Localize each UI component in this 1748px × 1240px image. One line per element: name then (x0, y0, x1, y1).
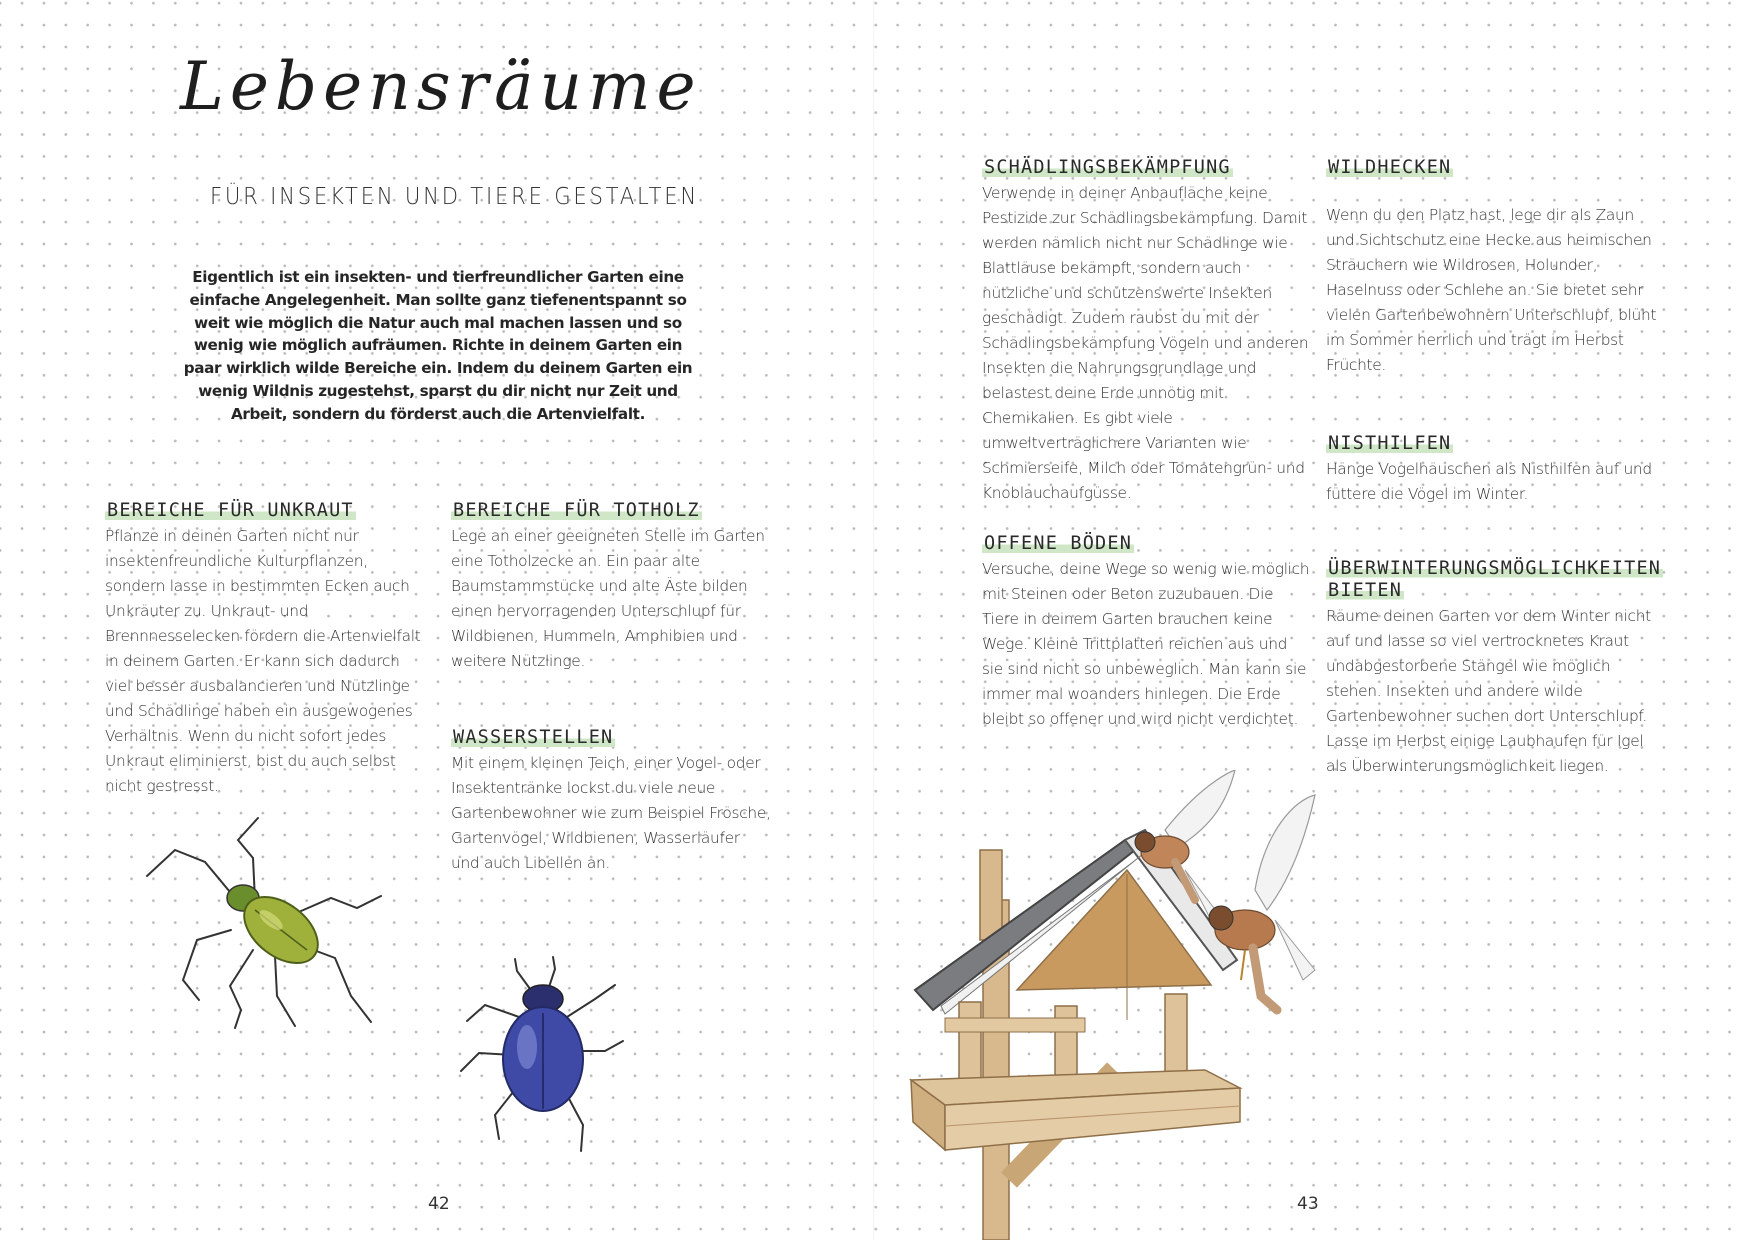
birdhouse-illustration (905, 770, 1355, 1240)
section-text: Mit einem kleinen Teich, einer Vogel- oder Insektentränke lockst du viele neue Gartenbewohner wie zum Beispiel Frösche, Gartenvögel, Wildbienen, Wasserläufer und auch Libellen an. (451, 754, 771, 872)
section-heading-line: BIETEN (1328, 580, 1403, 601)
section-heading (1326, 558, 1661, 602)
intro-paragraph: Eigentlich ist ein insekten- und tierfreundlicher Garten eine einfache Angelegenheit. Man sollte ganz tiefenentspannt so weit wie möglich die Natur auch mal machen lassen und so wenig wie möglich aufräumen. Richte in deinem Garten ein paar wirklich wilde Bereiche ein. Indem du deinem Garten ein wenig Wildnis zugestehst, sparst du dir nicht nur Zeit und Arbeit, sondern du förderst auch die Artenvielfalt. (183, 268, 693, 423)
page-subtitle: FÜR INSEKTEN UND TIERE GESTALTEN (210, 184, 699, 210)
section-offene-boeden (982, 533, 1312, 732)
section-text: Lege an einer geeigneten Stelle im Garten eine Totholzecke an. Ein paar alte Baumstammstücke und alte Äste bilden einen hervorragenden Unterschlupf für Wildbienen, Hummeln, Amphibien und weitere Nützlinge. (451, 527, 765, 670)
sparrow-lower (1209, 795, 1315, 1010)
section-unkraut (105, 500, 430, 799)
section-heading: BEREICHE FÜR TOTHOLZ (453, 500, 700, 521)
page-fold (873, 0, 875, 1240)
section-wasserstellen (451, 727, 771, 876)
section-heading: WILDHECKEN (1328, 157, 1452, 178)
page-title: Lebensräume (180, 48, 702, 125)
section-heading: NISTHILFEN (1328, 433, 1452, 454)
section-text: Verwende in deiner Anbaufläche keine Pestizide zur Schädlingsbekämpfung. Damit werden nämlich nicht nur Schädlinge wie Blattläuse bekämpft, sondern auch nützliche und schützenswerte Insekten geschädigt. Zudem raubst du mit der Schädlingsbekämpfung Vögeln und anderen Insekten die Nahrungsgrundlage und belastest deine Erde unnötig mit Chemikalien. Es gibt viele umweltverträglichere Varianten wie Schmierseife, Milch oder Tomatengrün- und Knoblauchaufgüsse. (982, 184, 1309, 502)
section-heading-line: ÜBERWINTERUNGSMÖGLICHKEITEN (1328, 558, 1662, 579)
section-text: Räume deinen Garten vor dem Winter nicht auf und lasse so viel vertrocknetes Kraut undabgestorbene Stängel wie möglich stehen. Insekten und andere wilde Gartenbewohner suchen dort Unterschlupf. Lasse im Herbst einige Laubhaufen für Igel als Überwinterungsmöglichkeit liegen. (1326, 607, 1651, 775)
section-wildhecken (1326, 157, 1661, 378)
page-number: 42 (428, 1194, 450, 1214)
green-beetle-illustration (135, 800, 395, 1040)
section-text: Wenn du den Platz hast, lege dir als Zaun und Sichtschutz eine Hecke aus heimischen Sträuchern wie Wildrosen, Holunder, Haselnuss oder Schlehe an. Sie bietet sehr vielen Gartenbewohnern Unterschlupf, blüht im Sommer herrlich und trägt im Herbst Früchte. (1326, 206, 1657, 374)
section-totholz (451, 500, 771, 674)
section-heading: WASSERSTELLEN (453, 727, 614, 748)
section-schaedlingsbekaempfung (982, 157, 1312, 506)
page-number: 43 (1297, 1194, 1319, 1214)
section-heading: OFFENE BÖDEN (984, 533, 1133, 554)
section-nisthilfen (1326, 433, 1661, 507)
section-text: Hänge Vogelhäuschen als Nisthilfen auf und füttere die Vögel im Winter. (1326, 460, 1652, 503)
section-heading: SCHÄDLINGSBEKÄMPFUNG (984, 157, 1231, 178)
section-text: Pflanze in deinen Garten nicht nur insektenfreundliche Kulturpflanzen, sondern lasse in bestimmten Ecken auch Unkräuter zu. Unkraut- und Brennnesselecken fördern die Artenvielfalt in deinem Garten. Er kann sich dadurch viel besser ausbalancieren und Nützlinge und Schädlinge haben ein ausgewogenes Verhältnis. Wenn du nicht sofort jedes Unkraut eliminierst, bist du auch selbst nicht gestresst. (105, 527, 421, 795)
section-text: Versuche, deine Wege so wenig wie möglich mit Steinen oder Beton zuzubauen. Die Tiere in deinem Garten brauchen keine Wege. Kleine Trittplatten reichen aus und sie sind nicht so unbeweglich. Man kann sie immer mal woanders hinlegen. Die Erde bleibt so offener und wird nicht verdichtet. (982, 560, 1310, 728)
section-ueberwinterung (1326, 558, 1661, 779)
section-heading: BEREICHE FÜR UNKRAUT (107, 500, 354, 521)
blue-beetle-illustration (455, 955, 635, 1170)
